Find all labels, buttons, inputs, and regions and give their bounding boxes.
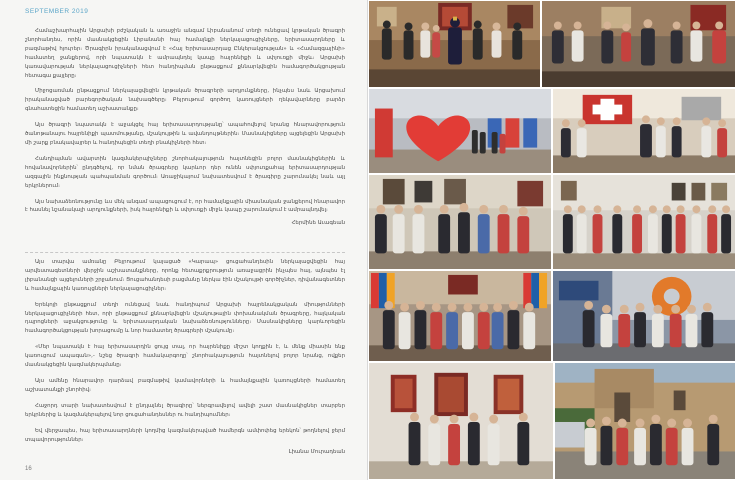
photo-group-with-flags xyxy=(368,270,552,362)
photo-i-love-beirut-sign xyxy=(368,88,552,174)
photo-collage xyxy=(368,0,736,480)
article-1-paragraph: Միջոցառման ընթացքում ներկայացվեցին կրթական ծրագրերի արդյունքները, ինչպես նաև Արցախում իրականացված բարեգործական նախագծերը։ Բեյրութում գործող կառույցների ղեկավարները բարձր գնահատեցին համատեղ աշխատանքը։ xyxy=(25,88,345,113)
article-2-paragraph: Եվ վերջապես, հայ երիտասարդների կողմից կազմակերպված համերգն ամփոփեց երեկոն՝ թողնելով ջերմ տպավորություններ։ xyxy=(25,427,345,443)
photo-office-group xyxy=(552,88,736,174)
article-2-signature: Լիանա Մուրադեան xyxy=(288,449,345,456)
article-divider xyxy=(25,252,345,253)
photo-group-with-carpets xyxy=(368,362,554,480)
page-header-date: SEPTEMBER 2019 xyxy=(25,8,89,15)
page-number: 16 xyxy=(25,466,32,472)
article-2-paragraph: Այս տարվա ամռանը Բեյրութում կայացած «Կարապ» ցուցահանդեսին ներկայացվեցին հայ արվեստագետների վերջին աշխատանքները, որոնք հետաքրքրություն առաջացրին ինչպես հայ, այնպես էլ լիբանանցի այցելուների շրջանում։ Ցուցահանդեսի բացմանը ներկա էին մշակույթի գործիչներ, դիվանագետներ և համայնքային կառույցների ներկայացուցիչներ։ xyxy=(25,259,345,292)
photo-group-with-eternity-sign xyxy=(552,270,736,362)
article-1-paragraph: Այս ծրագրի նպատակն է աջակցել հայ երիտասարդությանը՝ ապահովելով նրանց հնարավորություն ծանոթանալու հայրենիքի պատմությանը, մշակույթին և ավանդույթներին։ Մասնակիցները այցելեցին Արցախի մի շարք բնակավայրեր և հանդիպեցին տեղի բնակիչների հետ։ xyxy=(25,122,345,146)
article-2-paragraph: «Մեր նպատակն է հայ երիտասարդին ցույց տալ, որ հայրենիքը միշտ կողքին է, և մենք միասին ենք կառուցում ապագան»,- նշեց ծրագրի համակարգողը՝ շնորհակալություն հայտնելով բոլոր նրանց, ովքեր մասնակցեցին կազմակերպմանը։ xyxy=(25,344,345,369)
photo-group-in-courtyard xyxy=(554,362,736,480)
photo-group-in-library xyxy=(368,174,552,270)
photo-group-in-gallery xyxy=(552,174,736,270)
article-1-paragraph: Այս նախաձեռնությունը ևս մեկ անգամ ապացուցում է, որ համայնքային միասնական ջանքերով հնարավոր է հասնել նշանակալի արդյունքների, իսկ հայրենիքի և սփյուռքի միջև կապը շարունակում է ամրապնդվել։ xyxy=(25,198,345,214)
article-2 xyxy=(25,258,345,457)
article-2-paragraph: Այս ամենը հնարավոր դարձավ բազմաթիվ կամավորների և համայնքային կառույցների համատեղ աշխատանքի շնորհիվ։ xyxy=(25,377,345,393)
article-1 xyxy=(25,27,345,270)
article-2-paragraph: Երեկոյի ընթացքում տեղի ունեցավ նաև հանդիպում Արցախի հայրենակցական միությունների ներկայացուցիչների հետ, որի ընթացքում քննարկվեցին մշակութային փոխանակման ծրագրերը, հայկական դպրոցների աջակցությունը և երիտասարդական նախաձեռնությունները։ Մասնակիցները կարևորեցին համագործակցության խորացումը և նոր համատեղ ծրագրերի մշակումը։ xyxy=(25,301,345,335)
article-2-paragraph: Հաջորդ տարի նախատեսվում է ընդլայնել ծրագիրը՝ ներգրավելով ավելի շատ մասնակիցներ տարբեր երկրներից և կազմակերպելով նոր ցուցահանդեսներ ու հանդիպումներ։ xyxy=(25,402,345,418)
photo-group-small xyxy=(541,0,736,88)
article-1-paragraph: Համաշխարհային Արցախի բժշկական և առաջին անգամ Լիբանանում տեղի ունեցավ կրթական ծրագրի շնորհանդես, որին մասնակցեցին Լիբանանի հայ համայնքի ներկայացուցիչները, երիտասարդները և բազմաթիվ հյուրեր։ Ծրագիրն իրականացվում է «Հայ Երիտասարդաց Ընկերակցության» և «Համազգայինի» համատեղ ջանքերով, որի նպատակն է ամրապնդել կապը հայրենիքի և սփյուռքի միջև։ Արցախի կառավարության ներկայացուցիչների հետ հանդիպման ընթացքում քննարկվեցին համագործակցության հետագա քայլերը։ xyxy=(25,28,345,79)
article-1-signature: Հերմինե Աւագեան xyxy=(291,220,345,227)
article-1-paragraph: Հանդիպման ավարտին կազմակերպիչները շնորհակալություն հայտնեցին բոլոր մասնակիցներին և հովանավորներին՝ ընդգծելով, որ նման ծրագրերը կարևոր դեր ունեն սփյուռքահայ երիտասարդության ազգային ինքնության պահպանման գործում։ Առաջիկայում նախատեսվում է ծրագիրը շարունակել նաև այլ երկրներում։ xyxy=(25,155,345,189)
photo-group-with-clergy xyxy=(368,0,541,88)
